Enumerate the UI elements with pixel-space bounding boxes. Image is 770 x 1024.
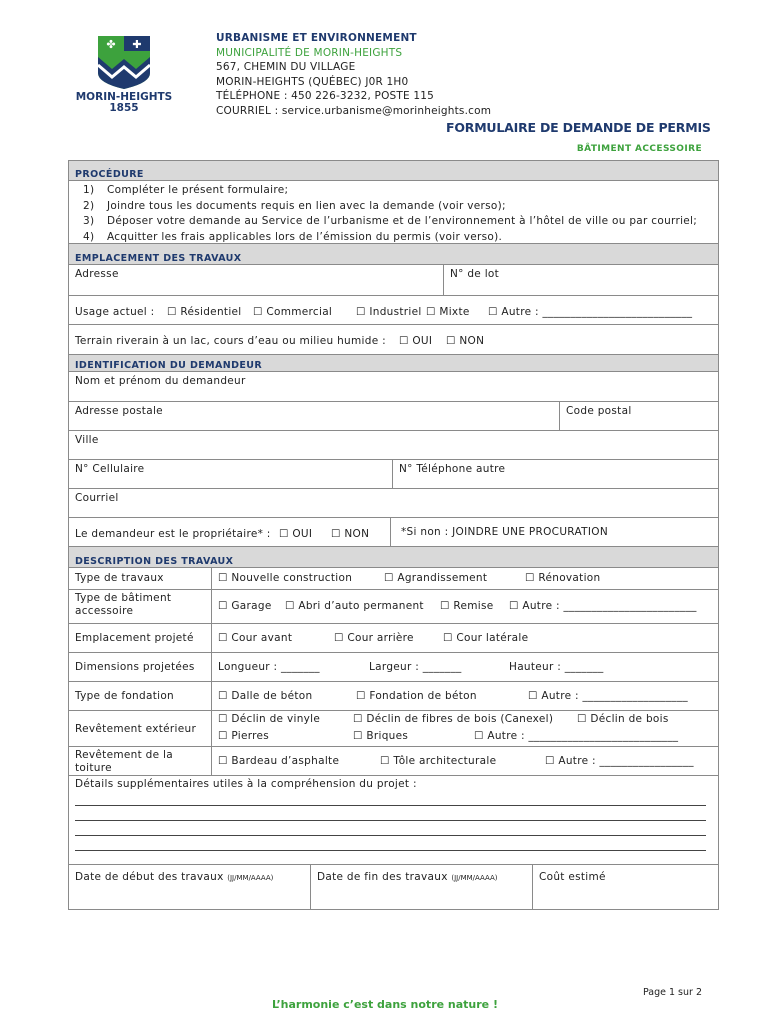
section-heading: EMPLACEMENT DES TRAVAUX	[75, 253, 242, 264]
section-location	[69, 244, 718, 265]
page-number: Page 1 sur 2	[642, 987, 702, 998]
estimated-cost-field[interactable]: Coût estimé	[532, 865, 718, 909]
brick-checkbox[interactable]: ☐ Briques	[353, 730, 409, 742]
other-phone-field[interactable]: N° Téléphone autre	[392, 460, 718, 488]
carport-checkbox[interactable]: ☐ Abri d’auto permanent	[285, 600, 424, 612]
owner-no-checkbox[interactable]: ☐ NON	[331, 528, 370, 540]
section-procedure	[69, 161, 718, 181]
procedure-steps	[69, 181, 718, 244]
building-other-checkbox[interactable]: ☐ Autre : ________________________	[509, 600, 697, 612]
foundation-row	[69, 682, 718, 711]
height-field[interactable]: Hauteur : _______	[509, 661, 604, 673]
email-field[interactable]: Courriel	[75, 492, 119, 504]
concrete-foundation-checkbox[interactable]: ☐ Fondation de béton	[356, 690, 477, 702]
form-subtitle: BÂTIMENT ACCESSOIRE	[576, 144, 702, 154]
cell-phone-field[interactable]: N° Cellulaire	[75, 463, 145, 475]
usage-label: Usage actuel :	[75, 306, 155, 318]
department-name: URBANISME ET ENVIRONNEMENT	[216, 32, 417, 44]
roofing-other-checkbox[interactable]: ☐ Autre : _________________	[545, 755, 694, 767]
wood-siding-checkbox[interactable]: ☐ Déclin de bois	[577, 713, 669, 725]
section-works	[69, 547, 718, 568]
section-heading: PROCÉDURE	[75, 169, 144, 180]
usage-commercial-checkbox[interactable]: ☐ Commercial	[253, 306, 333, 318]
section-heading: IDENTIFICATION DU DEMANDEUR	[75, 360, 263, 371]
owner-label: Le demandeur est le propriétaire* :	[75, 528, 271, 540]
building-type-row	[69, 590, 718, 624]
details-label: Détails supplémentaires utiles à la compréhension du projet :	[75, 778, 417, 790]
roofing-row	[69, 747, 718, 776]
address-row	[69, 265, 718, 296]
address-field[interactable]: Adresse	[75, 268, 119, 280]
section-heading: DESCRIPTION DES TRAVAUX	[75, 556, 234, 567]
logo-year: 1855	[109, 102, 139, 114]
foundation-other-checkbox[interactable]: ☐ Autre : ___________________	[528, 690, 688, 702]
city-field[interactable]: Ville	[75, 434, 99, 446]
details-line[interactable]	[75, 834, 706, 836]
extension-checkbox[interactable]: ☐ Agrandissement	[384, 572, 488, 584]
asphalt-shingle-checkbox[interactable]: ☐ Bardeau d’asphalte	[218, 755, 340, 767]
details-line[interactable]	[75, 819, 706, 821]
waterfront-no-checkbox[interactable]: ☐ NON	[446, 335, 485, 347]
section-applicant	[69, 355, 718, 372]
end-date-field[interactable]: Date de fin des travaux (JJ/MM/AAAA)	[310, 865, 532, 909]
details-line[interactable]	[75, 849, 706, 851]
roofing-label: Revêtement de la toiture	[69, 747, 212, 775]
new-construction-checkbox[interactable]: ☐ Nouvelle construction	[218, 572, 353, 584]
svg-text:✚: ✚	[132, 38, 142, 51]
siding-label: Revêtement extérieur	[69, 711, 212, 746]
postal-address-field[interactable]: Adresse postale	[75, 405, 163, 417]
email-row	[69, 489, 718, 518]
usage-residential-checkbox[interactable]: ☐ Résidentiel	[167, 306, 242, 318]
foundation-label: Type de fondation	[69, 682, 212, 710]
rear-yard-checkbox[interactable]: ☐ Cour arrière	[334, 632, 414, 644]
shed-checkbox[interactable]: ☐ Remise	[440, 600, 494, 612]
header-address-block	[216, 31, 491, 119]
procedure-step: 3) Déposer votre demande au Service de l’urbanisme et de l’environnement à l’hôtel de ville ou par courriel;	[83, 215, 698, 228]
usage-row	[69, 296, 718, 325]
details-line[interactable]	[75, 804, 706, 806]
location-label: Emplacement projeté	[69, 624, 212, 652]
dimensions-label: Dimensions projetées	[69, 653, 212, 681]
siding-other-checkbox[interactable]: ☐ Autre : ___________________________	[474, 730, 679, 742]
waterfront-yes-checkbox[interactable]: ☐ OUI	[399, 335, 433, 347]
permit-form	[68, 160, 719, 910]
length-field[interactable]: Longueur : _______	[218, 661, 320, 673]
city-row	[69, 431, 718, 460]
dates-row	[69, 865, 718, 909]
metal-roof-checkbox[interactable]: ☐ Tôle architecturale	[380, 755, 497, 767]
stone-checkbox[interactable]: ☐ Pierres	[218, 730, 270, 742]
procedure-step: 4) Acquitter les frais applicables lors de l’émission du permis (voir verso).	[83, 230, 503, 243]
municipality-name: MUNICIPALITÉ DE MORIN-HEIGHTS	[216, 46, 403, 59]
usage-mixed-checkbox[interactable]: ☐ Mixte	[426, 306, 470, 318]
street-address: 567, CHEMIN DU VILLAGE	[216, 61, 356, 74]
postal-code-field[interactable]: Code postal	[559, 402, 718, 430]
owner-cell	[69, 518, 390, 546]
works-type-label: Type de travaux	[69, 568, 212, 589]
applicant-name-field[interactable]: Nom et prénom du demandeur	[75, 375, 246, 387]
slogan: L’harmonie c’est dans notre nature !	[272, 998, 498, 1011]
city-line: MORIN-HEIGHTS (QUÉBEC) J0R 1H0	[216, 75, 409, 88]
location-row	[69, 624, 718, 653]
usage-industrial-checkbox[interactable]: ☐ Industriel	[356, 306, 422, 318]
concrete-slab-checkbox[interactable]: ☐ Dalle de béton	[218, 690, 313, 702]
logo-wordmark	[66, 92, 182, 114]
owner-yes-checkbox[interactable]: ☐ OUI	[279, 528, 313, 540]
owner-row	[69, 518, 718, 547]
dimensions-row	[69, 653, 718, 682]
logo-name: MORIN-HEIGHTS	[75, 91, 173, 103]
building-type-label: Type de bâtiment accessoire	[69, 590, 212, 623]
phone-row	[69, 460, 718, 489]
works-type-row	[69, 568, 718, 590]
start-date-field[interactable]: Date de début des travaux (JJ/MM/AAAA)	[75, 871, 274, 883]
front-yard-checkbox[interactable]: ☐ Cour avant	[218, 632, 293, 644]
siding-row	[69, 711, 718, 747]
procedure-step: 1) Compléter le présent formulaire;	[83, 184, 289, 196]
svg-text:✤: ✤	[106, 38, 116, 51]
waterfront-label: Terrain riverain à un lac, cours d’eau ou milieu humide :	[75, 335, 386, 347]
waterfront-row	[69, 325, 718, 355]
usage-other-checkbox[interactable]: ☐ Autre : ___________________________	[488, 306, 693, 318]
form-title: FORMULAIRE DE DEMANDE DE PERMIS	[446, 120, 711, 135]
procedure-step: 2) Joindre tous les documents requis en lien avec la demande (voir verso);	[83, 199, 506, 212]
lot-number-field[interactable]: N° de lot	[443, 265, 718, 295]
side-yard-checkbox[interactable]: ☐ Cour latérale	[443, 632, 529, 644]
logo-emblem-icon	[66, 33, 182, 91]
garage-checkbox[interactable]: ☐ Garage	[218, 600, 272, 612]
name-row	[69, 372, 718, 402]
municipal-logo	[66, 33, 182, 95]
email-line: COURRIEL : service.urbanisme@morinheights.com	[216, 104, 492, 117]
vinyl-siding-checkbox[interactable]: ☐ Déclin de vinyle	[218, 713, 321, 725]
postal-row	[69, 402, 718, 431]
canexel-siding-checkbox[interactable]: ☐ Déclin de fibres de bois (Canexel)	[353, 713, 554, 725]
proxy-note: *Si non : JOINDRE UNE PROCURATION	[390, 518, 718, 546]
renovation-checkbox[interactable]: ☐ Rénovation	[525, 572, 601, 584]
phone-line: TÉLÉPHONE : 450 226-3232, POSTE 115	[216, 90, 435, 103]
details-row	[69, 776, 718, 865]
width-field[interactable]: Largeur : _______	[369, 661, 462, 673]
